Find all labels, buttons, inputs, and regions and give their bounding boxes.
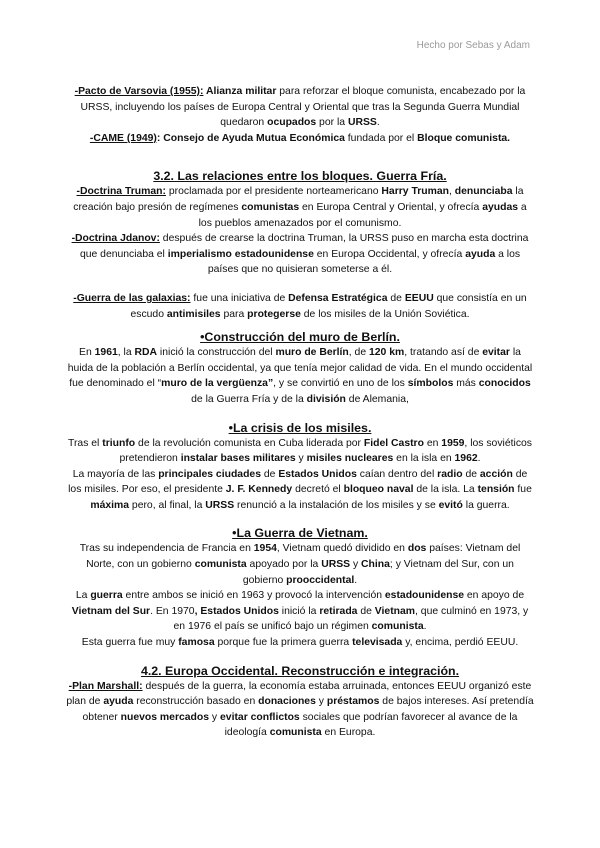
text-run: caían dentro del: [356, 468, 438, 480]
term-label: -Guerra de las galaxias:: [73, 292, 191, 304]
paragraph: [66, 541, 534, 588]
paragraph: [66, 345, 534, 407]
emphasis-text: evitó: [438, 499, 463, 511]
emphasis-text: imperialismo estadounidense: [167, 248, 314, 260]
text-run: fundada por el: [344, 132, 418, 144]
paragraph: [66, 291, 534, 322]
text-run: , los soviéticos pretendieron: [119, 437, 532, 465]
text-run: y: [350, 559, 362, 571]
text-run: en Europa Central y Oriental, y ofrecía: [299, 201, 483, 213]
emphasis-text: URSS: [205, 499, 235, 511]
text-run: renunció a la instalación de los misiles y se: [234, 499, 439, 511]
emphasis-text: máxima: [90, 499, 130, 511]
section-heading: •Construcción del muro de Berlín.: [200, 330, 400, 345]
text-run: de los misiles de la Unión Soviética.: [300, 308, 470, 320]
term-label: -Plan Marshall:: [68, 680, 143, 692]
emphasis-text: Vietnam: [374, 605, 416, 617]
spacer: [66, 322, 534, 330]
spacer: [66, 651, 534, 664]
text-run: la creación bajo presión de regímenes: [73, 186, 524, 213]
text-run: y: [315, 696, 327, 708]
document-body: [66, 84, 534, 741]
emphasis-text: 1961: [94, 347, 118, 359]
emphasis-text: muro de Berlín: [275, 347, 349, 359]
emphasis-text: 1959: [441, 437, 465, 449]
text-run: para reforzar el bloque comunista, encabezado por la URSS, incluyendo los países de Europa Central y Oriental que tras la Segunda Guerra Mundial quedaron: [80, 86, 526, 129]
text-run: a los países que no quisieran someterse a él.: [207, 248, 521, 276]
spacer: [66, 278, 534, 291]
text-run: de la isla. La: [413, 484, 478, 496]
section-heading: •La Guerra de Vietnam.: [232, 526, 368, 541]
text-run: , tratando así de: [404, 347, 483, 359]
text-run: pero, al final, la: [129, 499, 206, 511]
section-heading: 3.2. Las relaciones entre los bloques. Guerra Fría.: [153, 169, 447, 184]
emphasis-text: comunistas: [241, 201, 300, 213]
emphasis-text: comunista: [269, 727, 322, 739]
text-run: por la: [316, 117, 348, 129]
emphasis-text: misiles nucleares: [306, 453, 394, 465]
emphasis-text: estadounidense: [384, 590, 465, 602]
emphasis-text: donaciones: [258, 696, 316, 708]
term-label: -Doctrina Jdanov:: [71, 233, 160, 245]
text-run: países: Vietnam del Norte, con un gobierno: [86, 543, 521, 571]
emphasis-text: Alianza militar: [203, 86, 277, 97]
text-run: .: [376, 117, 380, 129]
emphasis-text: conocidos: [478, 378, 531, 390]
text-run: entre ambos se inició en 1963 y provocó la intervención: [122, 590, 385, 602]
text-run: más: [453, 378, 479, 390]
text-run: de: [462, 468, 480, 480]
emphasis-text: guerra: [90, 590, 123, 602]
text-run: que consistía en un escudo: [130, 292, 527, 320]
text-run: de: [260, 468, 279, 480]
emphasis-text: antimisiles: [166, 308, 221, 320]
emphasis-text: muro de la vergüenza”: [161, 378, 274, 390]
emphasis-text: evitar conflictos: [220, 711, 300, 723]
emphasis-text: televisada: [352, 637, 403, 649]
emphasis-text: Fidel Castro: [363, 437, 424, 449]
text-run: decretó el: [292, 484, 344, 496]
text-run: de bajos intereses. Así pretendía obtener: [82, 696, 534, 723]
paragraph: [66, 436, 534, 467]
paragraph: [66, 84, 534, 131]
term-label: -CAME (1949): [89, 132, 157, 144]
text-run: , que culminó en 1973, y en 1976 el país se unificó bajo un régimen: [173, 605, 529, 633]
emphasis-text: retirada: [319, 605, 358, 617]
emphasis-text: Estados Unidos: [278, 468, 357, 480]
text-run: apoyado por la: [246, 559, 322, 571]
emphasis-text: J. F. Kennedy: [225, 484, 293, 496]
text-run: en apoyo de: [464, 590, 525, 602]
text-run: , de: [348, 347, 369, 359]
spacer: [66, 408, 534, 421]
emphasis-text: ayudas: [482, 201, 519, 213]
text-run: de los misiles. Por eso, el presidente: [68, 468, 528, 496]
text-run: la guerra.: [462, 499, 510, 511]
paragraph: [66, 131, 534, 147]
text-run: de Alemania,: [345, 393, 409, 405]
text-run: sociales que podrían favorecer al avance de la ideología: [224, 711, 518, 739]
text-run: .: [477, 453, 481, 465]
spacer: [66, 146, 534, 169]
text-run: en la isla en: [393, 453, 455, 465]
emphasis-text: ayuda: [465, 248, 496, 260]
emphasis-text: Bloque comunista.: [417, 132, 511, 144]
emphasis-text: protegerse: [247, 308, 301, 320]
emphasis-text: EEUU: [404, 292, 434, 304]
spacer: [66, 513, 534, 526]
text-run: y: [295, 453, 307, 465]
emphasis-text: ocupados: [267, 117, 317, 129]
text-run: La mayoría de las: [72, 468, 159, 480]
emphasis-text: China: [361, 559, 390, 571]
text-run: fue una iniciativa de: [190, 292, 289, 304]
text-run: ,: [449, 186, 455, 198]
emphasis-text: instalar bases militares: [180, 453, 296, 465]
text-run: inició la: [278, 605, 320, 617]
term-label: -Pacto de Varsovia (1955):: [74, 86, 204, 97]
emphasis-text: RDA: [134, 347, 158, 359]
emphasis-text: 120 km: [369, 347, 405, 359]
emphasis-text: URSS: [321, 559, 351, 571]
text-run: en Europa.: [321, 727, 376, 739]
paragraph: [66, 679, 534, 741]
emphasis-text: Defensa Estratégica: [288, 292, 388, 304]
text-run: y: [209, 711, 221, 723]
paragraph: [66, 635, 534, 651]
emphasis-text: principales ciudades: [158, 468, 261, 480]
paragraph: [66, 588, 534, 635]
text-run: Tras su independencia de Francia en: [79, 543, 254, 555]
emphasis-text: nuevos mercados: [120, 711, 210, 723]
emphasis-text: radio: [437, 468, 463, 480]
text-run: después de crearse la doctrina Truman, la URSS puso en marcha esta doctrina que denunciaba el: [79, 233, 529, 260]
emphasis-text: símbolos: [407, 378, 454, 390]
emphasis-text: comunista: [371, 621, 424, 633]
text-run: .: [354, 574, 358, 586]
section-heading: •La crisis de los misiles.: [228, 420, 372, 435]
emphasis-text: Harry Truman: [381, 186, 449, 198]
emphasis-text: división: [306, 393, 346, 405]
text-run: proclamada por el presidente norteamericano: [165, 186, 382, 198]
emphasis-text: : Consejo de Ayuda Mutua Económica: [156, 132, 345, 144]
emphasis-text: ayuda: [103, 696, 134, 708]
text-run: La: [75, 590, 91, 602]
emphasis-text: bloqueo naval: [343, 484, 414, 496]
text-run: después de la guerra, la economía estaba arruinada, entonces EEUU organizó este plan de: [66, 680, 532, 708]
section-heading: 4.2. Europa Occidental. Reconstrucción e integración.: [140, 663, 460, 678]
emphasis-text: evitar: [482, 347, 510, 359]
emphasis-text: , Estados Unidos: [194, 605, 279, 617]
text-run: la huida de la población a Berlín occidental, ya que tenía mejor calidad de vida. En el mundo occidental fue denominado el “: [67, 347, 533, 390]
text-run: En: [79, 347, 95, 359]
page-header-credit: Hecho por Sebas y Adam: [416, 40, 530, 51]
text-run: . En 1970: [150, 605, 195, 617]
text-run: de la revolución comunista en Cuba liderada por: [135, 437, 364, 449]
emphasis-text: dos: [407, 543, 427, 555]
emphasis-text: denunciaba: [454, 186, 513, 198]
text-run: en Europa Occidental, y ofrecía: [313, 248, 466, 260]
emphasis-text: 1962: [454, 453, 478, 465]
text-run: en: [423, 437, 442, 449]
text-run: y, encima, perdió EEUU.: [402, 637, 519, 649]
text-run: fue: [514, 484, 532, 496]
term-label: -Doctrina Truman:: [76, 186, 166, 198]
text-run: ; y Vietnam del Sur, con un gobierno: [242, 559, 514, 586]
text-run: .: [423, 621, 427, 633]
text-run: Tras el: [68, 437, 103, 449]
text-run: inició la construcción del: [157, 347, 276, 359]
emphasis-text: préstamos: [326, 696, 380, 708]
emphasis-text: comunista: [194, 559, 247, 571]
text-run: para: [220, 308, 248, 320]
emphasis-text: triunfo: [102, 437, 136, 449]
text-run: de la Guerra Fría y de la: [191, 393, 307, 405]
text-run: , y se convirtió en uno de los: [273, 378, 408, 390]
emphasis-text: acción: [479, 468, 513, 480]
text-run: , la: [117, 347, 135, 359]
emphasis-text: tensión: [477, 484, 515, 496]
emphasis-text: prooccidental: [286, 574, 355, 586]
emphasis-text: Vietnam del Sur: [71, 605, 151, 617]
emphasis-text: famosa: [178, 637, 215, 649]
text-run: de: [387, 292, 405, 304]
paragraph: [66, 467, 534, 514]
emphasis-text: 1954: [253, 543, 277, 555]
text-run: de: [357, 605, 375, 617]
text-run: reconstrucción basado en: [133, 696, 259, 708]
text-run: , Vietnam quedó dividido en: [276, 543, 408, 555]
text-run: a los pueblos amenazados por el comunismo.: [198, 201, 527, 229]
text-run: porque fue la primera guerra: [214, 637, 353, 649]
paragraph: [66, 184, 534, 231]
paragraph: [66, 231, 534, 278]
text-run: Esta guerra fue muy: [81, 637, 179, 649]
emphasis-text: URSS: [347, 117, 377, 129]
